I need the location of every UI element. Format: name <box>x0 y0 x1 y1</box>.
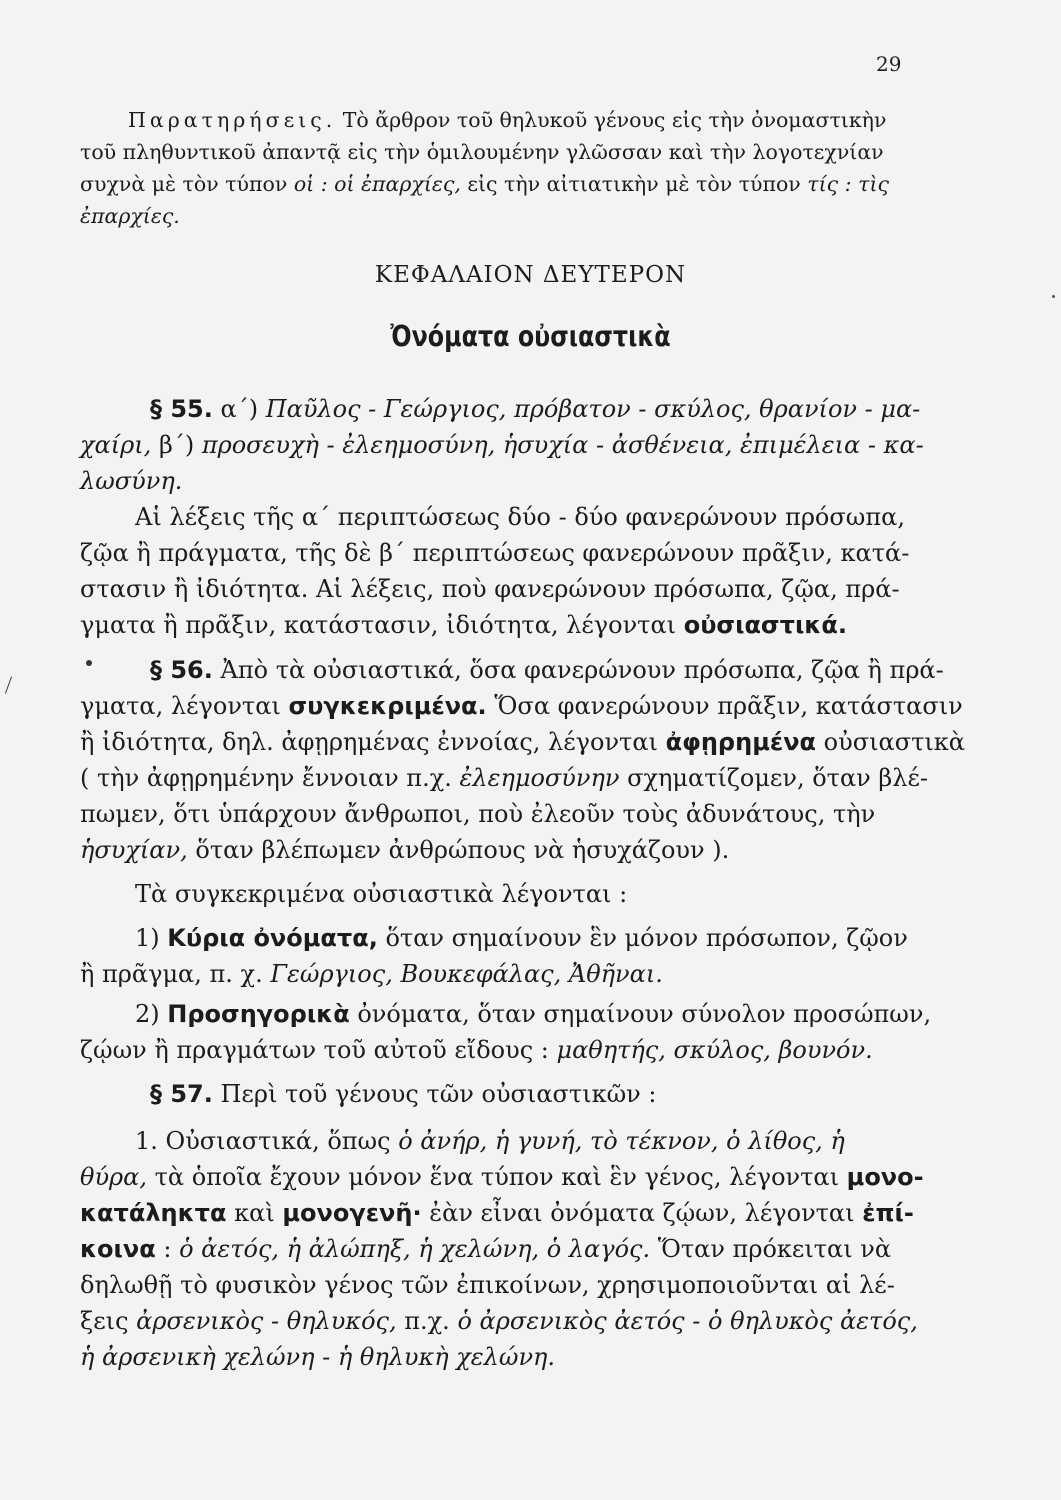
s56-line-6: ἡσυχίαν, ὅταν βλέπωμεν ἀνθρώπους νὰ ἡσυχάζουν ). <box>80 836 730 864</box>
s56-line-5: πωμεν, ὅτι ὑπάρχουν ἄνθρωποι, ποὺ ἐλεοῦν τοὺς ἀδυνάτους, τὴν <box>80 800 876 828</box>
note-line-1: Παρατηρήσεις. Τὸ ἄρθρον τοῦ θηλυκοῦ γένους εἰς τὴν ὀνομαστικὴν <box>128 108 887 132</box>
s57-line-2: 1. Οὐσιαστικά, ὅπως ὁ ἀνήρ, ἡ γυνή, τὸ τέκνον, ὁ λίθος, ἡ <box>135 1127 845 1155</box>
page-number: 29 <box>876 52 902 76</box>
chapter-title: ΚΕΦΑΛΑΙΟΝ ΔΕΥΤΕΡΟΝ <box>374 262 687 288</box>
s57-line-6: δηλωθῇ τὸ φυσικὸν γένος τῶν ἐπικοίνων, χρησιμοποιοῦνται αἱ λέ- <box>80 1271 895 1299</box>
s56-line-3: ἢ ἰδιότητα, δηλ. ἀφῃρημένας ἐννοίας, λέγονται ἀφῃρημένα οὐσιαστικὰ <box>80 728 965 756</box>
s57-line-3: θύρα, τὰ ὁποῖα ἔχουν μόνον ἕνα τύπον καὶ ἓν γένος, λέγονται μονο- <box>80 1163 924 1191</box>
s56-line-11: ζῴων ἢ πραγμάτων τοῦ αὐτοῦ εἴδους : μαθητής, σκύλος, βουνόν. <box>80 1036 873 1064</box>
chapter-subtitle: Ὀνόματα οὐσιαστικὰ <box>390 320 671 353</box>
s55-line-3: λωσύνη. <box>80 467 183 495</box>
s55-line-2: χαίρι, β΄) προσευχὴ - ἐλεημοσύνη, ἡσυχία - ἀσθένεια, ἐπιμέλεια - κα- <box>80 431 924 459</box>
s56-line-4: ( τὴν ἀφῃρημένην ἔννοιαν π.χ. ἐλεημοσύνην σχηματίζομεν, ὅταν βλέ- <box>80 764 928 792</box>
s55-line-5: ζῷα ἢ πράγματα, τῆς δὲ β΄ περιπτώσεως φανερώνουν πρᾶξιν, κατά- <box>80 539 910 567</box>
s55-line-4: Αἱ λέξεις τῆς α΄ περιπτώσεως δύο - δύο φανερώνουν πρόσωπα, <box>135 503 905 531</box>
s55-line-6: στασιν ἢ ἰδιότητα. Αἱ λέξεις, ποὺ φανερώνουν πρόσωπα, ζῷα, πρά- <box>80 575 900 603</box>
s56-line-9: ἢ πρᾶγμα, π. χ. Γεώργιος, Βουκεφάλας, Ἀθῆναι. <box>80 960 663 988</box>
s57-line-5: κοινα : ὁ ἀετός, ἡ ἀλώπηξ, ἡ χελώνη, ὁ λαγός. Ὅταν πρόκειται νὰ <box>80 1235 892 1263</box>
scan-dot <box>86 660 92 666</box>
s56-line-1: § 56. Ἀπὸ τὰ οὐσιαστικά, ὅσα φανερώνουν πρόσωπα, ζῷα ἢ πρά- <box>150 656 944 684</box>
note-line-4: ἐπαρχίες. <box>80 204 180 228</box>
s55-line-7: γματα ἢ πρᾶξιν, κατάστασιν, ἰδιότητα, λέγονται οὐσιαστικά. <box>80 611 847 639</box>
s56-line-2: γματα, λέγονται συγκεκριμένα. Ὅσα φανερώνουν πρᾶξιν, κατάστασιν <box>80 692 963 720</box>
s57-line-7: ξεις ἀρσενικὸς - θηλυκός, π.χ. ὁ ἀρσενικὸς ἀετός - ὁ θηλυκὸς ἀετός, <box>80 1307 918 1335</box>
s56-line-7: Τὰ συγκεκριμένα οὐσιαστικὰ λέγονται : <box>135 880 628 908</box>
section-number: § 55. <box>150 395 213 423</box>
section-number: § 57. <box>150 1080 213 1108</box>
section-number: § 56. <box>150 656 213 684</box>
note-line-2: τοῦ πληθυντικοῦ ἀπαντᾷ εἰς τὴν ὁμιλουμένην γλῶσσαν καὶ τὴν λογοτεχνίαν <box>80 140 884 164</box>
s56-line-10: 2) Προσηγορικὰ ὀνόματα, ὅταν σημαίνουν σύνολον προσώπων, <box>135 1000 932 1028</box>
s57-line-1: § 57. Περὶ τοῦ γένους τῶν οὐσιαστικῶν : <box>150 1080 657 1108</box>
s56-line-8: 1) Κύρια ὀνόματα, ὅταν σημαίνουν ἓν μόνον πρόσωπον, ζῷον <box>135 924 908 952</box>
scan-mark <box>5 676 12 693</box>
s55-line-1: § 55. α΄) Παῦλος - Γεώργιος, πρόβατον - σκύλος, θρανίον - μα- <box>150 395 921 423</box>
note-line-3: συχνὰ μὲ τὸν τύπον οἱ : οἱ ἐπαρχίες, εἰς τὴν αἰτιατικὴν μὲ τὸν τύπον τίς : τὶς <box>80 172 889 196</box>
s57-line-4: κατάληκτα καὶ μονογενῆ· ἐὰν εἶναι ὀνόματα ζῴων, λέγονται ἐπί- <box>80 1199 914 1227</box>
note-heading: Παρατηρήσεις. <box>128 108 337 132</box>
term-ousiastika: οὐσιαστικά. <box>683 611 847 639</box>
s57-line-8: ἡ ἀρσενικὴ χελώνη - ἡ θηλυκὴ χελώνη. <box>80 1343 556 1371</box>
scan-dot <box>1052 295 1055 298</box>
